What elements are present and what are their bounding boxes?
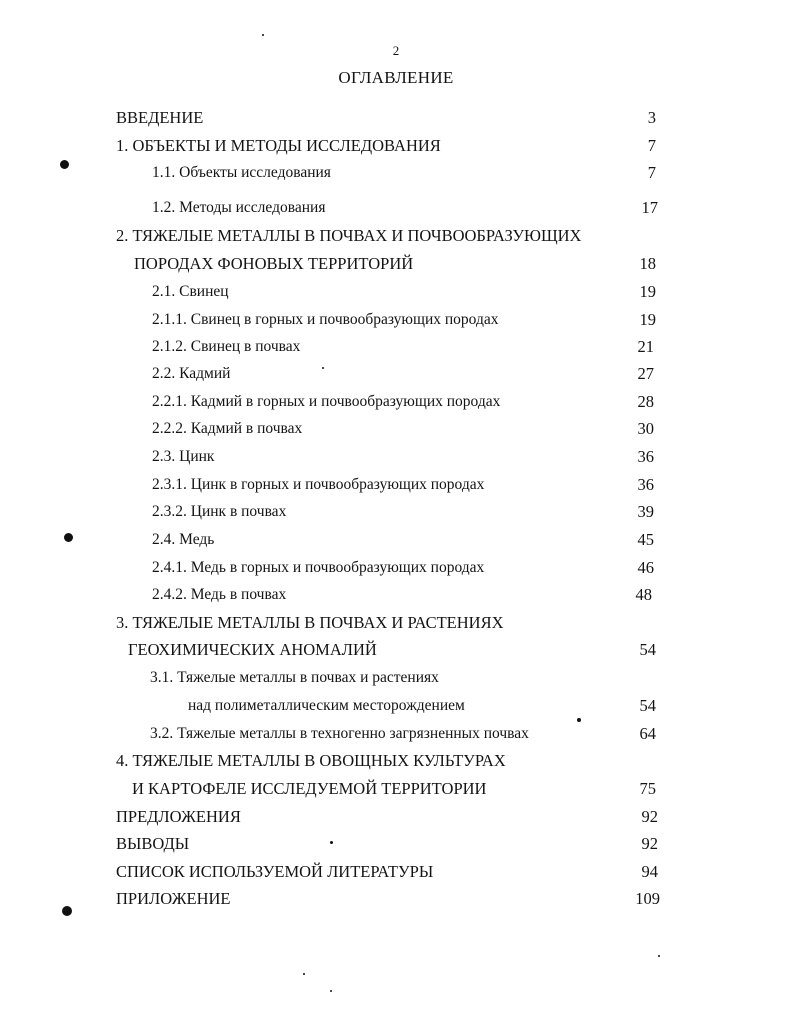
toc-entry-page: 17 — [641, 198, 658, 217]
toc-entry-text[interactable]: СПИСОК ИСПОЛЬЗУЕМОЙ ЛИТЕРАТУРЫ — [116, 862, 434, 881]
toc-entry-text[interactable]: ВЫВОДЫ — [116, 834, 190, 853]
toc-entry-page: 94 — [641, 862, 658, 881]
toc-entry-page: 48 — [635, 585, 652, 604]
scan-speck — [262, 34, 264, 36]
scan-speck — [658, 955, 660, 957]
scan-speck — [330, 841, 333, 844]
toc-entry-text[interactable]: 1. ОБЪЕКТЫ И МЕТОДЫ ИССЛЕДОВАНИЯ — [116, 136, 441, 155]
toc-entry-page: 54 — [639, 640, 656, 659]
toc-entry-text[interactable]: 2.2. Кадмий — [152, 365, 231, 382]
toc-entry-page: 46 — [637, 558, 654, 577]
toc-entry-page: 3 — [647, 108, 656, 127]
toc-entry-text[interactable]: И КАРТОФЕЛЕ ИССЛЕДУЕМОЙ ТЕРРИТОРИИ — [132, 779, 487, 798]
toc-entry-page: 45 — [637, 530, 654, 549]
toc-entry-page: 92 — [641, 807, 658, 826]
toc-entry-text[interactable]: ГЕОХИМИЧЕСКИХ АНОМАЛИЙ — [128, 640, 377, 659]
toc-entry-text[interactable]: 2.2.1. Кадмий в горных и почвообразующих породах — [152, 393, 501, 410]
scan-speck — [64, 533, 73, 542]
toc-entry-page: 7 — [647, 163, 656, 182]
toc-entry-text[interactable]: 2.2.2. Кадмий в почвах — [152, 420, 303, 437]
page-title: ОГЛАВЛЕНИЕ — [338, 68, 454, 87]
scan-speck — [60, 160, 69, 169]
toc-entry-page: 21 — [637, 337, 654, 356]
toc-entry-text[interactable]: ПОРОДАХ ФОНОВЫХ ТЕРРИТОРИЙ — [134, 254, 414, 273]
toc-entry-text[interactable]: 2.1.1. Свинец в горных и почвообразующих породах — [152, 311, 499, 328]
scan-speck — [330, 990, 332, 992]
scan-speck — [577, 718, 581, 722]
scan-speck — [322, 367, 324, 369]
toc-entry-page: 36 — [637, 447, 654, 466]
toc-entry-text[interactable]: 2.4. Медь — [152, 531, 215, 548]
scan-speck — [62, 906, 72, 916]
toc-entry-page: 30 — [637, 419, 654, 438]
toc-entry-text[interactable]: 3.1. Тяжелые металлы в почвах и растениях — [150, 669, 439, 686]
toc-entry-text[interactable]: ВВЕДЕНИЕ — [116, 108, 204, 127]
toc-entry-page: 54 — [639, 696, 656, 715]
page-number: 2 — [392, 43, 400, 58]
toc-entry-text[interactable]: 2.3.2. Цинк в почвах — [152, 503, 287, 520]
toc-entry-page: 36 — [637, 475, 654, 494]
toc-entry-page: 7 — [647, 136, 656, 155]
toc-entry-text[interactable]: 2.1. Свинец — [152, 283, 229, 300]
toc-entry-text[interactable]: 1.1. Объекты исследования — [152, 164, 331, 181]
toc-entry-text[interactable]: 2.4.1. Медь в горных и почвообразующих породах — [152, 559, 485, 576]
toc-entry-page: 39 — [637, 502, 654, 521]
toc-entry-text[interactable]: 3. ТЯЖЕЛЫЕ МЕТАЛЛЫ В ПОЧВАХ И РАСТЕНИЯХ — [116, 613, 504, 632]
toc-entry-text[interactable]: ПРИЛОЖЕНИЕ — [116, 889, 231, 908]
toc-entry-page: 64 — [639, 724, 656, 743]
toc-entry-text[interactable]: 3.2. Тяжелые металлы в техногенно загрязненных почвах — [150, 725, 529, 742]
toc-entry-page: 28 — [637, 392, 654, 411]
toc-entry-text[interactable]: 2. ТЯЖЕЛЫЕ МЕТАЛЛЫ В ПОЧВАХ И ПОЧВООБРАЗУЮЩИХ — [116, 226, 582, 245]
toc-entry-page: 19 — [639, 282, 656, 301]
toc-entry-page: 109 — [635, 889, 660, 908]
toc-entry-text[interactable]: 2.1.2. Свинец в почвах — [152, 338, 301, 355]
toc-entry-text[interactable]: 4. ТЯЖЕЛЫЕ МЕТАЛЛЫ В ОВОЩНЫХ КУЛЬТУРАХ — [116, 751, 506, 770]
toc-entry-page: 75 — [639, 779, 656, 798]
scan-speck — [303, 973, 305, 975]
toc-entry-page: 92 — [641, 834, 658, 853]
toc-entry-text[interactable]: 2.3. Цинк — [152, 448, 215, 465]
toc-entry-page: 19 — [639, 310, 656, 329]
toc-entry-page: 18 — [639, 254, 656, 273]
toc-entry-text[interactable]: 2.4.2. Медь в почвах — [152, 586, 287, 603]
toc-entry-text[interactable]: над полиметаллическим месторождением — [188, 697, 465, 714]
toc-entry-text[interactable]: 2.3.1. Цинк в горных и почвообразующих породах — [152, 476, 485, 493]
toc-entry-text[interactable]: ПРЕДЛОЖЕНИЯ — [116, 807, 241, 826]
toc-entry-text[interactable]: 1.2. Методы исследования — [152, 199, 326, 216]
toc-entry-page: 27 — [637, 364, 654, 383]
